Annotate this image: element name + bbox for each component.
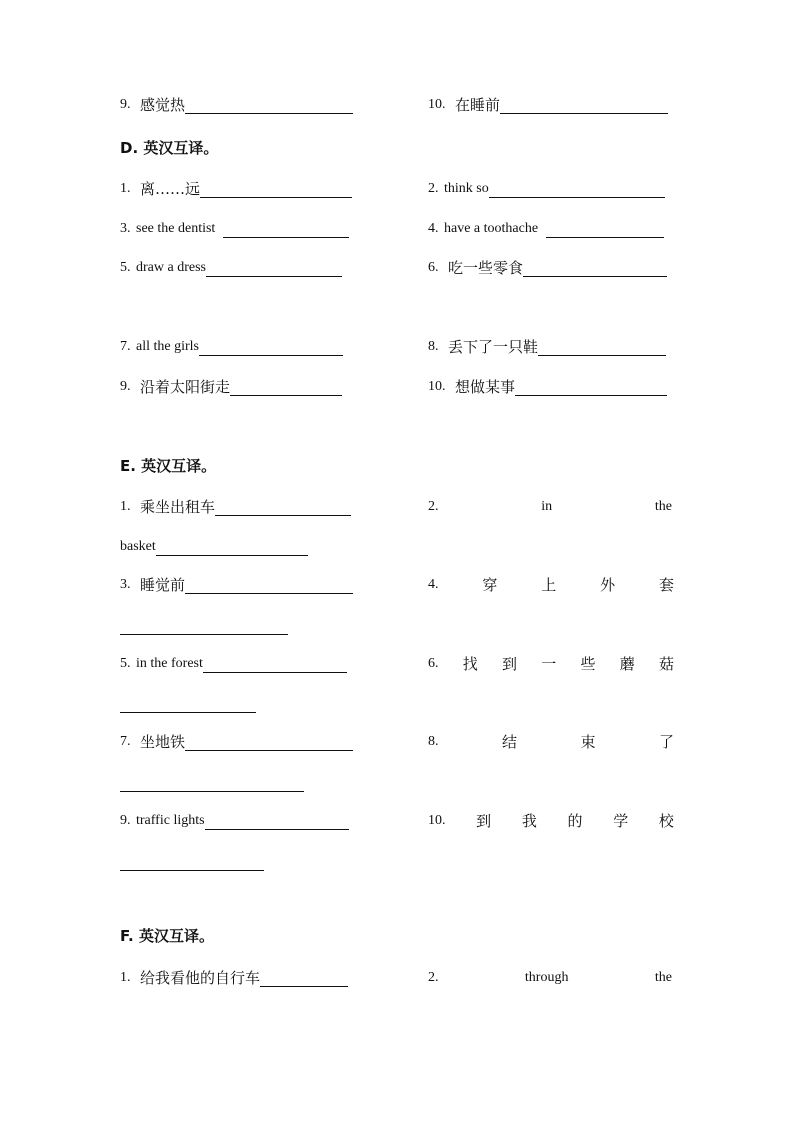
answer-blank[interactable] [120, 711, 256, 713]
item-number: 4. [428, 577, 439, 592]
d-item-4 [428, 220, 664, 238]
item-number: 5. [120, 656, 131, 671]
d-item-3 [120, 220, 349, 238]
d-item-7 [120, 338, 343, 356]
answer-blank[interactable] [200, 182, 352, 198]
section-d-heading: D. 英汉互译。 [120, 139, 219, 157]
item-word: 蘑 [619, 655, 635, 673]
item-number: 5. [120, 260, 131, 275]
item-text: 沿着太阳街走 [140, 378, 231, 396]
item-number: 8. [428, 339, 439, 354]
answer-blank[interactable] [185, 578, 353, 594]
item-number: 6. [428, 260, 439, 275]
item-text: 坐地铁 [140, 733, 186, 751]
item-text: 想做某事 [455, 378, 516, 396]
item-word: basket [120, 539, 156, 554]
item-10-top [428, 96, 668, 114]
item-text: traffic lights [136, 813, 205, 828]
item-text: have a toothache [444, 221, 539, 236]
item-text: 睡觉前 [140, 576, 186, 594]
answer-blank[interactable] [120, 790, 304, 792]
item-number: 3. [120, 221, 131, 236]
e-item-4 [428, 576, 674, 594]
item-text: 丢下了一只鞋 [448, 338, 539, 356]
item-text: 给我看他的自行车 [140, 969, 261, 987]
answer-blank[interactable] [260, 971, 348, 987]
item-word: 菇 [658, 655, 674, 673]
item-number: 2. [428, 499, 439, 514]
item-text: see the dentist [136, 221, 216, 236]
f-item-1 [120, 969, 348, 987]
f-item-2 [428, 969, 672, 987]
item-text: think so [444, 181, 489, 196]
answer-blank[interactable] [120, 869, 264, 871]
d-item-10 [428, 378, 667, 396]
d-item-5 [120, 259, 342, 277]
item-number: 1. [120, 499, 131, 514]
item-text: 感觉热 [140, 96, 186, 114]
section-f-heading: F. 英汉互译。 [120, 927, 214, 945]
answer-blank[interactable] [156, 540, 308, 556]
item-word: 校 [658, 812, 674, 830]
item-text: all the girls [136, 339, 199, 354]
item-number: 10. [428, 813, 446, 828]
answer-blank[interactable] [185, 735, 353, 751]
item-number: 7. [120, 734, 131, 749]
e-item-2 [428, 498, 672, 516]
answer-blank[interactable] [515, 380, 667, 396]
item-word: through [524, 970, 569, 985]
item-number: 9. [120, 379, 131, 394]
item-word: 找 [462, 655, 478, 673]
item-text: 吃一些零食 [448, 259, 524, 277]
answer-blank[interactable] [546, 222, 664, 238]
item-word: the [654, 970, 672, 985]
item-number: 10. [428, 379, 446, 394]
e-item-8 [428, 733, 674, 751]
e-item-6 [428, 655, 674, 673]
item-word: 到 [501, 655, 517, 673]
item-number: 10. [428, 97, 446, 112]
item-number: 2. [428, 970, 439, 985]
item-word: in [541, 499, 553, 514]
item-word: 穿 [482, 576, 498, 594]
item-word: 套 [658, 576, 674, 594]
item-word: 一 [541, 655, 557, 673]
item-number: 4. [428, 221, 439, 236]
item-number: 9. [120, 97, 131, 112]
answer-blank[interactable] [199, 340, 343, 356]
item-number: 1. [120, 181, 131, 196]
answer-blank[interactable] [538, 340, 666, 356]
item-text: 乘坐出租车 [140, 498, 216, 516]
item-word: 了 [658, 733, 674, 751]
item-word: 到 [476, 812, 492, 830]
item-word: 外 [600, 576, 616, 594]
item-word: 我 [521, 812, 537, 830]
item-word: 学 [613, 812, 629, 830]
item-word: 上 [541, 576, 557, 594]
answer-blank[interactable] [206, 261, 342, 277]
e-item-7 [120, 733, 353, 751]
e-item-10 [428, 812, 674, 830]
d-item-1 [120, 180, 352, 198]
e-item-2-wrap [120, 538, 308, 556]
item-word: 些 [580, 655, 596, 673]
answer-blank[interactable] [230, 380, 342, 396]
item-number: 8. [428, 734, 439, 749]
answer-blank[interactable] [223, 222, 349, 238]
item-word: the [654, 499, 672, 514]
d-item-9 [120, 378, 342, 396]
d-item-8 [428, 338, 666, 356]
d-item-6 [428, 259, 667, 277]
e-item-5 [120, 655, 347, 673]
answer-blank[interactable] [185, 98, 353, 114]
item-number: 7. [120, 339, 131, 354]
e-item-1 [120, 498, 351, 516]
item-text: draw a dress [136, 260, 206, 275]
item-number: 2. [428, 181, 439, 196]
item-word: 束 [580, 733, 596, 751]
item-word: 结 [501, 733, 517, 751]
answer-blank[interactable] [489, 182, 665, 198]
answer-blank[interactable] [523, 261, 667, 277]
item-number: 6. [428, 656, 439, 671]
item-text: in the forest [136, 656, 203, 671]
answer-blank[interactable] [500, 98, 668, 114]
answer-blank[interactable] [205, 814, 349, 830]
item-number: 9. [120, 813, 131, 828]
item-number: 3. [120, 577, 131, 592]
item-9-top [120, 96, 353, 114]
e-item-3 [120, 576, 353, 594]
item-number: 1. [120, 970, 131, 985]
answer-blank[interactable] [203, 657, 347, 673]
item-word: 的 [567, 812, 583, 830]
e-item-9 [120, 812, 349, 830]
answer-blank[interactable] [215, 500, 351, 516]
item-text: 在睡前 [455, 96, 501, 114]
section-e-heading: E. 英汉互译。 [120, 457, 217, 475]
d-item-2 [428, 180, 665, 198]
item-text: 离……远 [140, 180, 201, 198]
answer-blank[interactable] [120, 633, 288, 635]
